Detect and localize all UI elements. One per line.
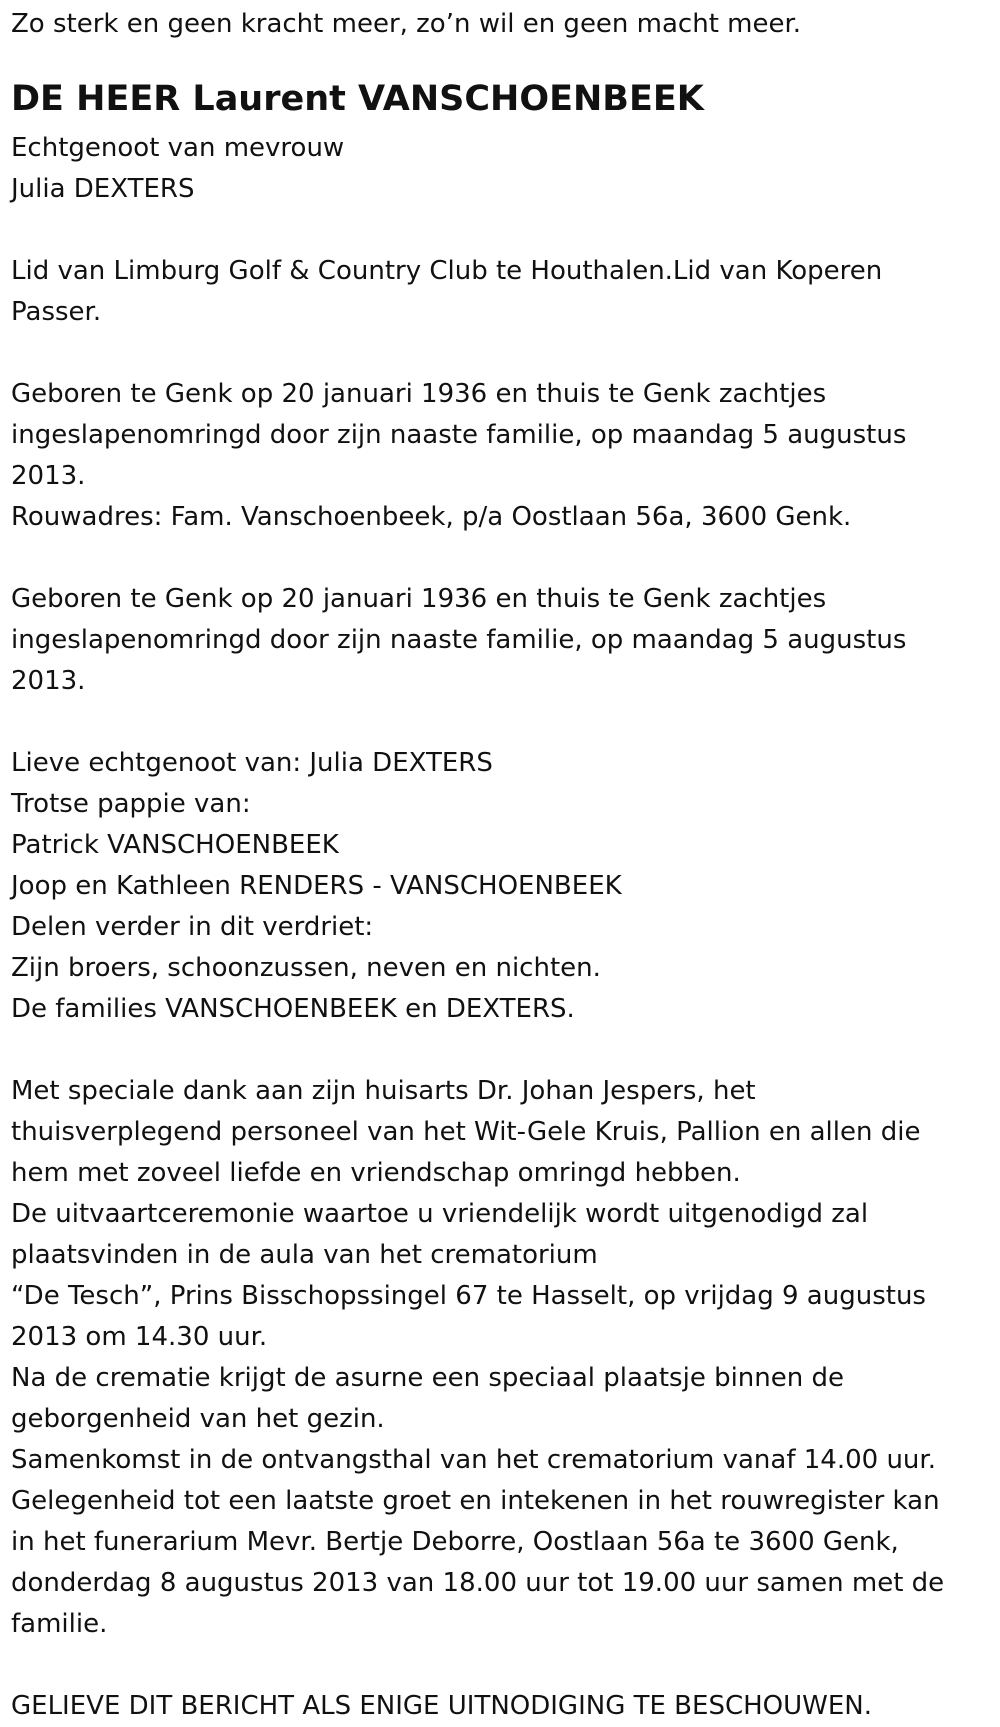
family-line: Delen verder in dit verdriet: xyxy=(11,912,374,942)
details-line: Samenkomst in de ontvangsthal van het crematorium vanaf 14.00 uur. xyxy=(11,1445,936,1475)
closing-notice: GELIEVE DIT BERICHT ALS ENIGE UITNODIGING TE BESCHOUWEN. xyxy=(11,1691,872,1721)
details-line: in het funerarium Mevr. Bertje Deborre, Oostlaan 56a te 3600 Genk, xyxy=(11,1527,899,1557)
details-line: geborgenheid van het gezin. xyxy=(11,1404,385,1434)
mourning-address: Rouwadres: Fam. Vanschoenbeek, p/a Oostlaan 56a, 3600 Genk. xyxy=(11,502,852,532)
membership-line: Lid van Limburg Golf & Country Club te Houthalen.Lid van Koperen xyxy=(11,256,883,286)
family-line: Joop en Kathleen RENDERS - VANSCHOENBEEK xyxy=(11,871,622,901)
details-line: familie. xyxy=(11,1609,108,1639)
birth-line: ingeslapenomringd door zijn naaste familie, op maandag 5 augustus xyxy=(11,625,907,655)
spouse-block xyxy=(11,128,1000,210)
birth-line: Geboren te Genk op 20 januari 1936 en thuis te Genk zachtjes xyxy=(11,379,827,409)
family-line: Trotse pappie van: xyxy=(11,789,251,819)
membership-block xyxy=(11,251,1000,333)
birth-death-block-repeat xyxy=(11,579,1000,702)
details-line: donderdag 8 augustus 2013 van 18.00 uur tot 19.00 uur samen met de xyxy=(11,1568,945,1598)
details-line: Na de crematie krijgt de asurne een speciaal plaatsje binnen de xyxy=(11,1363,845,1393)
ceremony-details-block xyxy=(11,1071,1000,1645)
birth-line: Geboren te Genk op 20 januari 1936 en thuis te Genk zachtjes xyxy=(11,584,827,614)
membership-line: Passer. xyxy=(11,297,102,327)
details-line: 2013 om 14.30 uur. xyxy=(11,1322,268,1352)
closing-block xyxy=(11,1686,1000,1727)
spouse-name: Julia DEXTERS xyxy=(11,174,195,204)
motto: Zo sterk en geen kracht meer, zo’n wil en geen macht meer. xyxy=(11,9,802,39)
deceased-name-title: DE HEER Laurent VANSCHOENBEEK xyxy=(11,79,704,119)
details-line: thuisverplegend personeel van het Wit-Gele Kruis, Pallion en allen die xyxy=(11,1117,921,1147)
birth-line: 2013. xyxy=(11,461,86,491)
birth-line: ingeslapenomringd door zijn naaste familie, op maandag 5 augustus xyxy=(11,420,907,450)
spouse-line: Echtgenoot van mevrouw xyxy=(11,133,345,163)
family-line: Lieve echtgenoot van: Julia DEXTERS xyxy=(11,748,493,778)
family-block xyxy=(11,743,1000,1030)
details-line: De uitvaartceremonie waartoe u vriendelijk wordt uitgenodigd zal xyxy=(11,1199,869,1229)
family-line: Zijn broers, schoonzussen, neven en nichten. xyxy=(11,953,601,983)
details-line: hem met zoveel liefde en vriendschap omringd hebben. xyxy=(11,1158,741,1188)
details-line: Gelegenheid tot een laatste groet en intekenen in het rouwregister kan xyxy=(11,1486,940,1516)
details-line: Met speciale dank aan zijn huisarts Dr. Johan Jespers, het xyxy=(11,1076,756,1106)
birth-line: 2013. xyxy=(11,666,86,696)
family-line: Patrick VANSCHOENBEEK xyxy=(11,830,339,860)
obituary-page xyxy=(0,4,1000,1721)
details-line: plaatsvinden in de aula van het crematorium xyxy=(11,1240,598,1270)
details-line: “De Tesch”, Prins Bisschopssingel 67 te Hasselt, op vrijdag 9 augustus xyxy=(11,1281,926,1311)
birth-death-block xyxy=(11,374,1000,538)
family-line: De families VANSCHOENBEEK en DEXTERS. xyxy=(11,994,575,1024)
